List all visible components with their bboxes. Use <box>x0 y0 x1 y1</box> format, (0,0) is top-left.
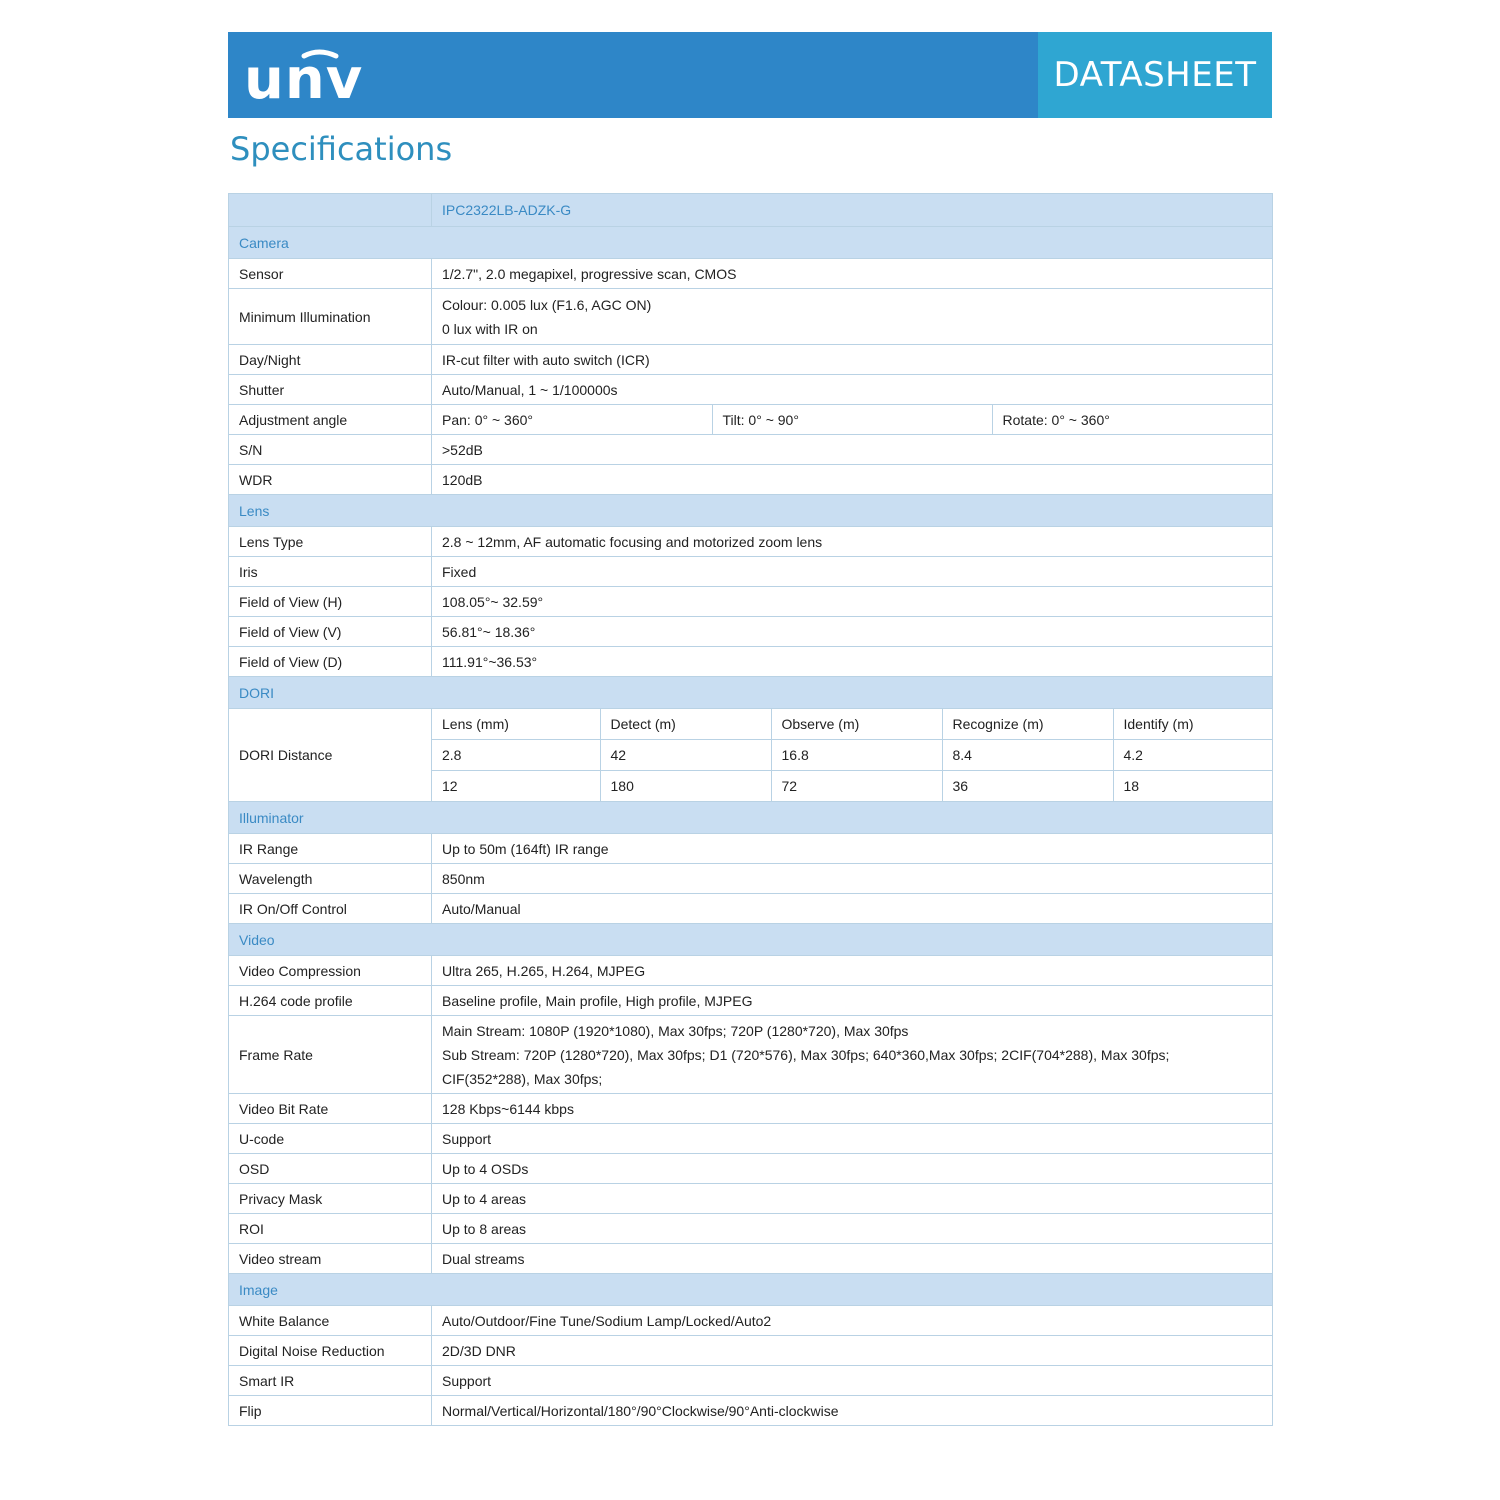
spec-label: ROI <box>229 1214 432 1244</box>
model-row <box>229 194 1273 227</box>
page-title: Specifications <box>230 130 453 168</box>
spec-value: Ultra 265, H.265, H.264, MJPEG <box>432 956 1273 986</box>
spec-value: Auto/Manual, 1 ~ 1/100000s <box>432 375 1273 405</box>
dori-subtable <box>432 709 1272 801</box>
table-row <box>229 345 1273 375</box>
spec-label: Video Bit Rate <box>229 1094 432 1124</box>
table-row <box>229 834 1273 864</box>
table-row <box>229 709 1273 802</box>
table-row <box>229 259 1273 289</box>
table-row <box>229 587 1273 617</box>
table-row <box>229 1336 1273 1366</box>
spec-label: Digital Noise Reduction <box>229 1336 432 1366</box>
section-title: DORI <box>229 677 1273 709</box>
table-row <box>229 1124 1273 1154</box>
spec-label: WDR <box>229 465 432 495</box>
table-row <box>229 894 1273 924</box>
spec-value: Up to 4 areas <box>432 1184 1273 1214</box>
spec-value: Up to 8 areas <box>432 1214 1273 1244</box>
spec-label: White Balance <box>229 1306 432 1336</box>
table-row <box>229 527 1273 557</box>
table-row <box>229 435 1273 465</box>
spec-label: Lens Type <box>229 527 432 557</box>
dori-cell: 8.4 <box>942 740 1113 771</box>
spec-value: 2D/3D DNR <box>432 1336 1273 1366</box>
dori-cell: 42 <box>600 740 771 771</box>
spec-value <box>432 709 1273 802</box>
spec-value-line: Colour: 0.005 lux (F1.6, AGC ON) <box>442 296 652 313</box>
dori-header: Recognize (m) <box>942 709 1113 740</box>
table-row <box>229 557 1273 587</box>
spec-value: Auto/Outdoor/Fine Tune/Sodium Lamp/Locked/Auto2 <box>432 1306 1273 1336</box>
table-row <box>229 647 1273 677</box>
section-title: Illuminator <box>229 802 1273 834</box>
spec-label: Video Compression <box>229 956 432 986</box>
table-row <box>229 1396 1273 1426</box>
spec-label: Adjustment angle <box>229 405 432 435</box>
dori-row <box>432 740 1272 771</box>
spec-label: Iris <box>229 557 432 587</box>
spec-value: 108.05°~ 32.59° <box>432 587 1273 617</box>
dori-header: Identify (m) <box>1113 709 1272 740</box>
table-row <box>229 1184 1273 1214</box>
table-row <box>229 864 1273 894</box>
dori-row <box>432 771 1272 802</box>
section-illuminator <box>229 802 1273 834</box>
spec-table <box>228 193 1273 1426</box>
spec-value: Normal/Vertical/Horizontal/180°/90°Clockwise/90°Anti-clockwise <box>432 1396 1273 1426</box>
spec-label: Frame Rate <box>229 1016 432 1094</box>
spec-label: Field of View (V) <box>229 617 432 647</box>
spec-value: 128 Kbps~6144 kbps <box>432 1094 1273 1124</box>
header-banner <box>228 32 1272 118</box>
spec-value <box>432 1016 1273 1094</box>
spec-label: Field of View (D) <box>229 647 432 677</box>
pan-value: Pan: 0° ~ 360° <box>432 405 712 434</box>
spec-value: Support <box>432 1124 1273 1154</box>
dori-header-row <box>432 709 1272 740</box>
spec-value: IR-cut filter with auto switch (ICR) <box>432 345 1273 375</box>
spec-value: Up to 4 OSDs <box>432 1154 1273 1184</box>
dori-cell: 18 <box>1123 778 1140 794</box>
rotate-value: Rotate: 0° ~ 360° <box>1002 411 1110 428</box>
section-title: Image <box>229 1274 1273 1306</box>
spec-value: 850nm <box>432 864 1273 894</box>
section-title: Video <box>229 924 1273 956</box>
spec-label: Field of View (H) <box>229 587 432 617</box>
logo-text: unv <box>244 47 364 112</box>
section-lens <box>229 495 1273 527</box>
datasheet-label: DATASHEET <box>1053 55 1257 95</box>
spec-label: Minimum Illumination <box>229 289 432 345</box>
spec-value: Fixed <box>432 557 1273 587</box>
table-row <box>229 1094 1273 1124</box>
dori-cell: 4.2 <box>1113 740 1272 771</box>
dori-cell: 2.8 <box>432 740 600 771</box>
spec-label: Smart IR <box>229 1366 432 1396</box>
spec-label: U-code <box>229 1124 432 1154</box>
spec-value: >52dB <box>432 435 1273 465</box>
dori-header: Detect (m) <box>600 709 771 740</box>
spec-value: Auto/Manual <box>432 894 1273 924</box>
dori-header: Observe (m) <box>771 709 942 740</box>
spec-value: 56.81°~ 18.36° <box>432 617 1273 647</box>
table-row <box>229 375 1273 405</box>
section-dori <box>229 677 1273 709</box>
spec-value <box>432 405 1273 435</box>
section-title: Camera <box>229 227 1273 259</box>
dori-cell: 36 <box>942 771 1113 802</box>
table-row <box>229 465 1273 495</box>
spec-value: Baseline profile, Main profile, High profile, MJPEG <box>432 986 1273 1016</box>
spec-label: Flip <box>229 1396 432 1426</box>
datasheet-badge <box>1038 32 1272 118</box>
dori-header: Lens (mm) <box>432 709 600 740</box>
section-camera <box>229 227 1273 259</box>
table-row <box>229 1366 1273 1396</box>
spec-label: IR On/Off Control <box>229 894 432 924</box>
table-row <box>229 956 1273 986</box>
spec-label: IR Range <box>229 834 432 864</box>
spec-value: 120dB <box>432 465 1273 495</box>
model-name: IPC2322LB-ADZK-G <box>432 194 1273 227</box>
spec-value: Dual streams <box>432 1244 1273 1274</box>
spec-value-line: 0 lux with IR on <box>442 320 538 337</box>
spec-value-line: CIF(352*288), Max 30fps; <box>442 1070 603 1087</box>
spec-label: Sensor <box>229 259 432 289</box>
table-row <box>229 1306 1273 1336</box>
adjustment-subtable <box>432 405 1272 434</box>
dori-cell: 16.8 <box>771 740 942 771</box>
spec-value-line: Sub Stream: 720P (1280*720), Max 30fps; D1 (720*576), Max 30fps; 640*360,Max 30fps; 2CIF(704*288), Max 30fps; <box>442 1046 1170 1063</box>
spec-value: 1/2.7", 2.0 megapixel, progressive scan, CMOS <box>432 259 1273 289</box>
spec-label: S/N <box>229 435 432 465</box>
section-image <box>229 1274 1273 1306</box>
table-row <box>229 1244 1273 1274</box>
dori-cell: 72 <box>771 771 942 802</box>
spec-value: 2.8 ~ 12mm, AF automatic focusing and motorized zoom lens <box>432 527 1273 557</box>
model-label-cell <box>229 194 432 227</box>
section-title: Lens <box>229 495 1273 527</box>
spec-label: H.264 code profile <box>229 986 432 1016</box>
spec-value: 111.91°~36.53° <box>432 647 1273 677</box>
spec-label: Shutter <box>229 375 432 405</box>
spec-value: Up to 50m (164ft) IR range <box>432 834 1273 864</box>
spec-value: Support <box>432 1366 1273 1396</box>
spec-value-line: Main Stream: 1080P (1920*1080), Max 30fps; 720P (1280*720), Max 30fps <box>442 1022 909 1039</box>
spec-label: OSD <box>229 1154 432 1184</box>
tilt-value: Tilt: 0° ~ 90° <box>712 405 992 434</box>
dori-cell: 180 <box>600 771 771 802</box>
table-row <box>229 986 1273 1016</box>
spec-label: Video stream <box>229 1244 432 1274</box>
table-row <box>229 617 1273 647</box>
spec-label: DORI Distance <box>229 709 432 802</box>
table-row <box>229 1154 1273 1184</box>
table-row <box>229 1214 1273 1244</box>
table-row <box>229 289 1273 345</box>
spec-label: Privacy Mask <box>229 1184 432 1214</box>
spec-label: Wavelength <box>229 864 432 894</box>
table-row <box>229 1016 1273 1094</box>
spec-label: Day/Night <box>229 345 432 375</box>
unv-logo <box>244 42 364 112</box>
spec-value <box>432 289 1273 345</box>
table-row <box>229 405 1273 435</box>
dori-cell: 12 <box>432 771 600 802</box>
section-video <box>229 924 1273 956</box>
